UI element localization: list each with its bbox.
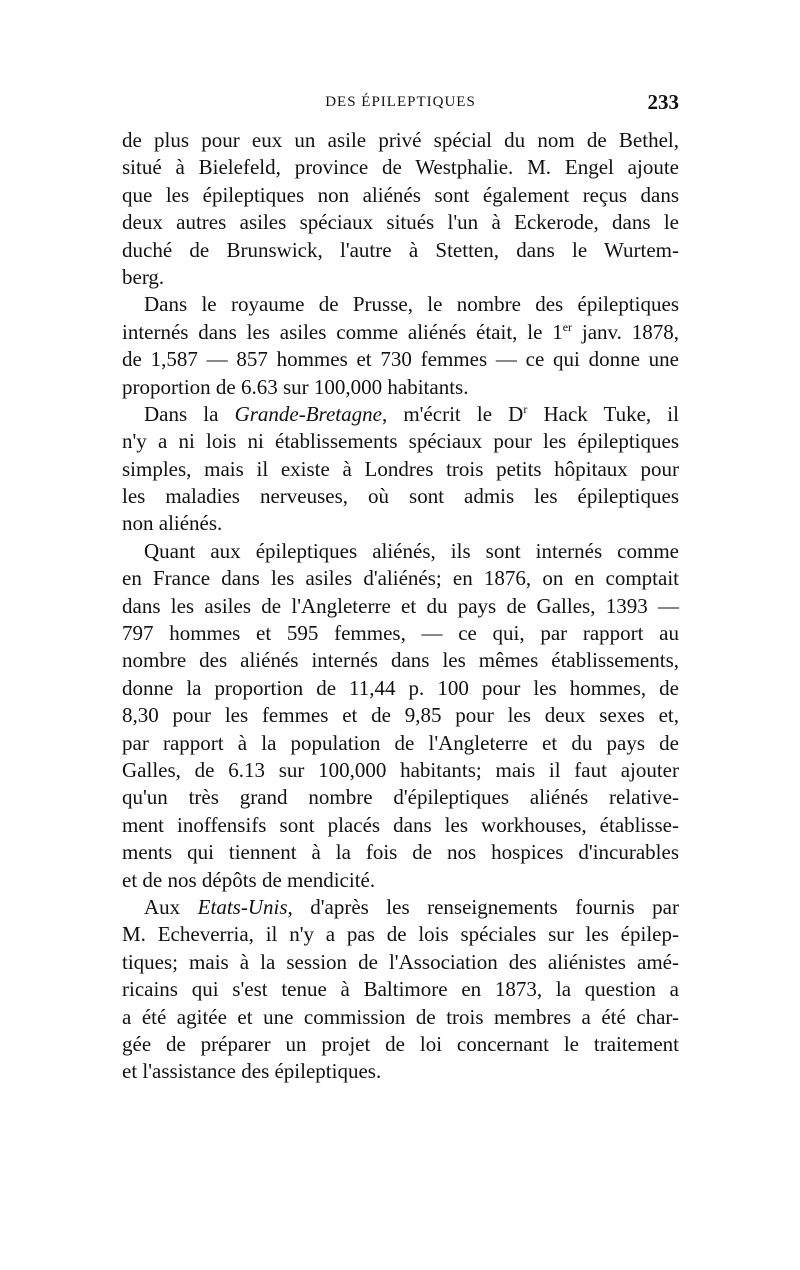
- text-line: a été agitée et une commission de trois membres a été char-: [122, 1004, 679, 1029]
- text-line: situé à Bielefeld, province de Westphalie. M. Engel ajoute: [122, 155, 679, 180]
- text-line: deux autres asiles spéciaux situés l'un à Eckerode, dans le: [122, 210, 679, 235]
- text-span: internés dans les asiles comme aliénés était, le 1: [122, 319, 563, 344]
- text-line: donne la proportion de 11,44 p. 100 pour les hommes, de: [122, 675, 679, 700]
- italic-place-name: Grande-Bretagne: [234, 401, 382, 426]
- text-line: non aliénés.: [122, 511, 223, 536]
- text-span: Hack Tuke, il: [527, 401, 679, 426]
- text-span: janv. 1878,: [572, 319, 679, 344]
- text-span: Aux: [144, 894, 198, 919]
- text-line: qu'un très grand nombre d'épileptiques aliénés relative-: [122, 785, 679, 810]
- text-line: et de nos dépôts de mendicité.: [122, 867, 376, 892]
- text-line: Galles, de 6.13 sur 100,000 habitants; mais il faut ajouter: [122, 757, 679, 782]
- body-text: [122, 127, 679, 1086]
- text-line: [122, 319, 679, 346]
- text-line: nombre des aliénés internés dans les mêmes établissements,: [122, 648, 679, 673]
- text-line: 797 hommes et 595 femmes, — ce qui, par rapport au: [122, 621, 679, 646]
- text-span: , m'écrit le D: [381, 401, 524, 426]
- text-line: de plus pour eux un asile privé spécial du nom de Bethel,: [122, 128, 679, 152]
- running-title: DES ÉPILEPTIQUES: [325, 94, 476, 110]
- page-number: 233: [647, 90, 679, 114]
- text-line: berg.: [122, 264, 165, 289]
- superscript: r: [523, 401, 528, 416]
- text-line: n'y a ni lois ni établissements spéciaux pour les épileptiques: [122, 429, 679, 454]
- text-line: dans les asiles de l'Angleterre et du pays de Galles, 1393 —: [122, 593, 679, 618]
- text-line: les maladies nerveuses, où sont admis les épileptiques: [122, 484, 679, 509]
- text-line: ments qui tiennent à la fois de nos hospices d'incurables: [122, 840, 679, 865]
- text-line: en France dans les asiles d'aliénés; en 1876, on en comptait: [122, 566, 679, 591]
- text-line: ment inoffensifs sont placés dans les workhouses, établisse-: [122, 812, 679, 837]
- text-line: tiques; mais à la session de l'Association des aliénistes amé-: [122, 949, 679, 974]
- text-line: duché de Brunswick, l'autre à Stetten, dans le Wurtem-: [122, 237, 679, 262]
- text-line: 8,30 pour les femmes et de 9,85 pour les deux sexes et,: [122, 703, 679, 728]
- text-line: gée de préparer un projet de loi concernant le traitement: [122, 1031, 679, 1056]
- text-line: ricains qui s'est tenue à Baltimore en 1873, la question a: [122, 977, 679, 1002]
- italic-place-name: Etats-Unis: [197, 894, 288, 919]
- paragraph-start-line: [122, 401, 679, 428]
- paragraph-start-line: Quant aux épileptiques aliénés, ils sont internés comme: [144, 538, 679, 563]
- text-line: et l'assistance des épileptiques.: [122, 1059, 382, 1084]
- superscript: er: [562, 319, 573, 334]
- text-line: M. Echeverria, il n'y a pas de lois spéciales sur les épilep-: [122, 922, 679, 947]
- text-line: que les épileptiques non aliénés sont également reçus dans: [122, 182, 679, 207]
- text-line: par rapport à la population de l'Angleterre et du pays de: [122, 730, 679, 755]
- paragraph-start-line: [122, 894, 679, 921]
- text-line: de 1,587 — 857 hommes et 730 femmes — ce qui donne une: [122, 347, 679, 372]
- text-line: simples, mais il existe à Londres trois petits hôpitaux pour: [122, 456, 679, 481]
- paragraph-start-line: Dans le royaume de Prusse, le nombre des épileptiques: [144, 292, 679, 317]
- text-span: , d'après les renseignements fournis par: [287, 894, 679, 919]
- text-span: Dans la: [144, 401, 235, 426]
- text-line: proportion de 6.63 sur 100,000 habitants.: [122, 374, 469, 399]
- page-header: [122, 90, 679, 120]
